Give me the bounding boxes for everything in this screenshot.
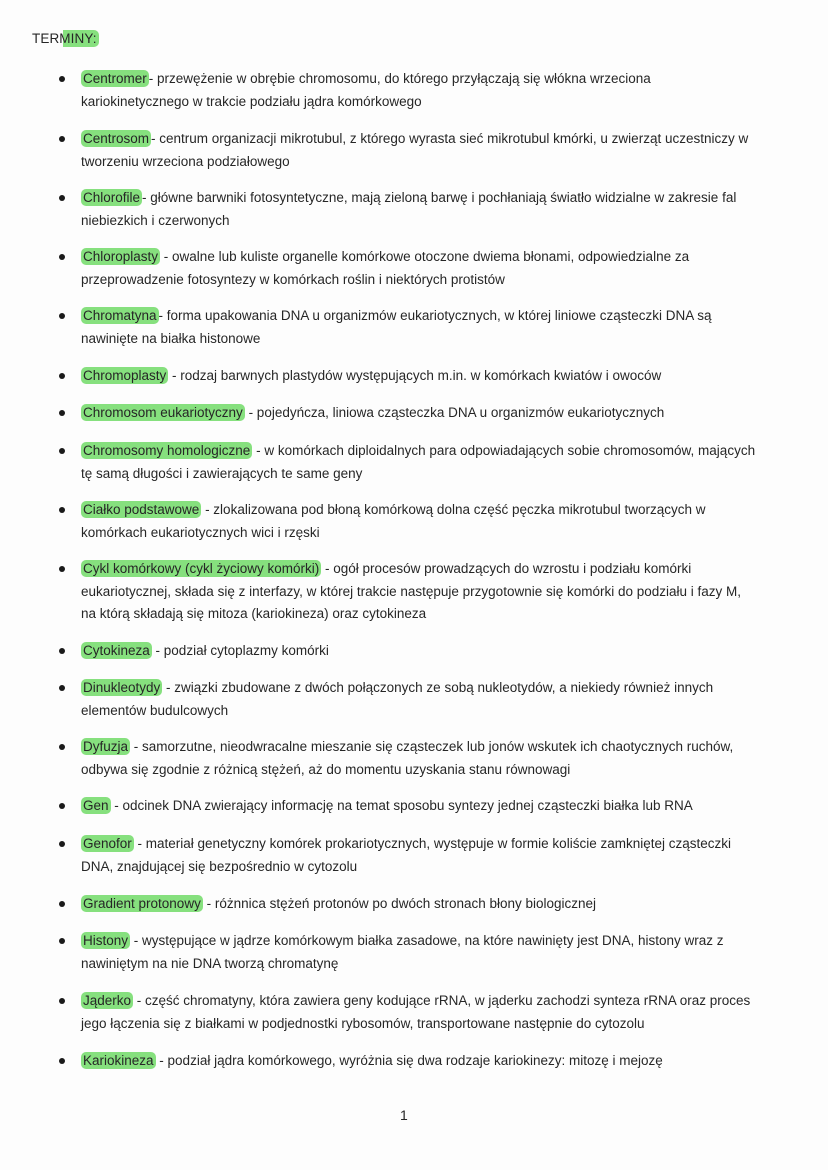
term-name: Dinukleotydy — [83, 680, 161, 695]
page-number: 1 — [400, 1107, 408, 1123]
term-line — [81, 833, 781, 856]
term-line — [81, 736, 781, 759]
bullet-icon — [59, 76, 65, 82]
term-definition: - pojedyńcza, liniowa cząsteczka DNA u organizmów eukariotycznych — [244, 405, 665, 420]
term-item — [81, 128, 781, 173]
term-definition-continued: niebiezkich i czerwonych — [81, 212, 230, 228]
term-line — [81, 893, 781, 916]
bullet-icon — [59, 998, 65, 1004]
bullet-icon — [59, 254, 65, 260]
term-name: Chromoplasty — [83, 368, 167, 383]
term-item — [81, 440, 781, 485]
bullet-icon — [59, 1058, 65, 1064]
term-definition-continued: tę samą długości i zawierających te same geny — [81, 465, 363, 481]
term-definition-continued: nawiniętym na nie DNA tworzą chromatynę — [81, 955, 339, 971]
term-item — [81, 640, 781, 663]
term-definition: - w komórkach diploidalnych para odpowiadających sobie chromosomów, mających — [252, 443, 756, 458]
term-definition-continued: na którą składają się mitoza (kariokineza) oraz cytokineza — [81, 606, 427, 621]
term-line — [81, 187, 781, 210]
term-definition: - część chromatyny, która zawiera geny kodujące rRNA, w jąderku zachodzi synteza rRNA oraz proces — [133, 993, 751, 1008]
term-line — [81, 640, 781, 663]
term-name: Centrosom — [83, 131, 150, 146]
term-definition-continued: jego łączenia się z białkami w podjednostki rybosomów, transportowane następnie do cytozolu — [81, 1015, 645, 1031]
term-item — [81, 499, 781, 544]
term-definition-continued: nawinięte na białka histonowe — [81, 330, 261, 346]
term-definition: - owalne lub kuliste organelle komórkowe otoczone dwiema błonami, odpowiedzialne za — [160, 249, 690, 264]
term-item — [81, 365, 781, 388]
bullet-icon — [59, 841, 65, 847]
bullet-icon — [59, 566, 65, 572]
term-line — [81, 930, 781, 953]
bullet-icon — [59, 685, 65, 691]
term-name: Chromosomy homologiczne — [83, 443, 251, 458]
term-definition: - podział cytoplazmy komórki — [151, 643, 329, 658]
bullet-icon — [59, 744, 65, 750]
heading-highlight: TERMINY: — [32, 31, 97, 46]
term-name: Gradient protonowy — [83, 896, 201, 911]
term-definition: - zlokalizowana pod błoną komórkową dolna część pęczka mikrotubul tworzących w — [201, 502, 706, 517]
term-name: Chromosom eukariotyczny — [83, 405, 243, 420]
bullet-icon — [59, 410, 65, 416]
bullet-icon — [59, 136, 65, 142]
term-name: Chloroplasty — [83, 249, 159, 264]
term-definition: - centrum organizacji mikrotubul, z którego wyrasta sieć mikrotubul kmórki, u zwierząt uczestniczy w — [151, 131, 749, 146]
term-definition: - materiał genetyczny komórek prokariotycznych, występuje w formie koliście zamkniętej cząsteczki — [133, 836, 731, 851]
term-name: Ciałko podstawowe — [83, 502, 200, 517]
term-definition: - podział jądra komórkowego, wyróżnia się dwa rodzaje kariokinezy: mitozę i mejozę — [155, 1053, 663, 1068]
term-line — [81, 246, 781, 269]
bullet-icon — [59, 938, 65, 944]
term-definition: - rodzaj barwnych plastydów występujących m.in. w komórkach kwiatów i owoców — [168, 368, 662, 383]
term-definition: - występujące w jądrze komórkowym białka zasadowe, na które nawinięty jest DNA, histony wraz z — [130, 933, 724, 948]
bullet-icon — [59, 901, 65, 907]
term-definition: - przewężenie w obrębie chromosomu, do którego przyłączają się włókna wrzeciona — [148, 71, 651, 86]
term-item — [81, 305, 781, 350]
term-item — [81, 402, 781, 425]
term-name: Dyfuzja — [83, 739, 129, 754]
term-line — [81, 68, 781, 91]
term-name: Cytokineza — [83, 643, 150, 658]
term-item — [81, 558, 781, 626]
term-line — [81, 795, 781, 818]
term-line — [81, 128, 781, 151]
term-name: Centromer — [83, 71, 147, 86]
term-line — [81, 1050, 781, 1073]
term-item — [81, 795, 781, 818]
term-item — [81, 68, 781, 113]
bullet-icon — [59, 373, 65, 379]
term-name: Chromatyna — [83, 308, 157, 323]
bullet-icon — [59, 313, 65, 319]
term-definition: - odcinek DNA zwierający informację na temat sposobu syntezy jednej cząsteczki białka lub RNA — [110, 798, 693, 813]
term-item — [81, 736, 781, 781]
term-name: Gen — [83, 798, 109, 813]
term-definition: - główne barwniki fotosyntetyczne, mają zieloną barwę i pochłaniają światło widzialne w zakresie fal — [142, 190, 737, 205]
term-definition-continued: przeprowadzenie fotosyntezy w komórkach roślin i niektórych protistów — [81, 271, 505, 287]
term-definition: - forma upakowania DNA u organizmów eukariotycznych, w której liniowe cząsteczki DNA są — [158, 308, 712, 323]
term-line — [81, 365, 781, 388]
term-line — [81, 677, 781, 700]
term-name: Kariokineza — [83, 1053, 154, 1068]
term-line — [81, 558, 781, 581]
term-definition-continued: elementów budulcowych — [81, 702, 229, 718]
term-line — [81, 990, 781, 1013]
term-definition-continued: eukariotycznej, składa się z interfazy, w której trakcie następuje przygotownie się komórki do podziału i fazy M, — [81, 583, 742, 599]
term-item — [81, 990, 781, 1035]
term-name: Cykl komórkowy (cykl życiowy komórki) — [83, 561, 320, 576]
term-item — [81, 246, 781, 291]
bullet-icon — [59, 448, 65, 454]
term-item — [81, 677, 781, 722]
term-definition-continued: tworzeniu wrzeciona podziałowego — [81, 153, 290, 169]
term-item — [81, 187, 781, 232]
term-definition: - różnnica stężeń protonów po dwóch stronach błony biologicznej — [202, 896, 597, 911]
term-item — [81, 893, 781, 916]
term-item — [81, 1050, 781, 1073]
term-definition: - ogół procesów prowadzących do wzrostu i podziału komórki — [321, 561, 692, 576]
term-line — [81, 402, 781, 425]
term-definition-continued: komórkach eukariotycznych wici i rzęski — [81, 524, 320, 540]
term-definition-continued: DNA, znajdującej się bezpośrednio w cytozolu — [81, 858, 358, 874]
term-name: Genofor — [83, 836, 132, 851]
bullet-icon — [59, 648, 65, 654]
bullet-icon — [59, 507, 65, 513]
term-definition: - samorzutne, nieodwracalne mieszanie się cząsteczek lub jonów wskutek ich chaotycznych ruchów, — [130, 739, 734, 754]
term-definition: - związki zbudowane z dwóch połączonych ze sobą nukleotydów, a niekiedy również innych — [162, 680, 714, 695]
term-name: Chlorofile — [83, 190, 141, 205]
term-name: Histony — [83, 933, 129, 948]
term-definition-continued: kariokinetycznego w trakcie podziału jądra komórkowego — [81, 93, 422, 109]
term-definition-continued: odbywa się zgodnie z różnicą stężeń, aż do momentu uzyskania stanu równowagi — [81, 761, 571, 777]
term-item — [81, 930, 781, 975]
term-item — [81, 833, 781, 878]
term-line — [81, 499, 781, 522]
term-name: Jąderko — [83, 993, 132, 1008]
term-line — [81, 440, 781, 463]
bullet-icon — [59, 195, 65, 201]
bullet-icon — [59, 803, 65, 809]
term-line — [81, 305, 781, 328]
